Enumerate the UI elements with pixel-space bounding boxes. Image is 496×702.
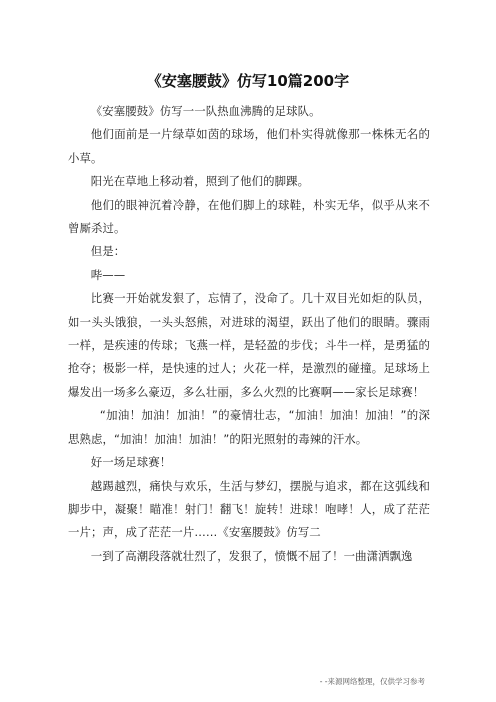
paragraph: 哔—— [90, 267, 126, 282]
paragraph: 但是： [90, 244, 126, 259]
document-title: 《安塞腰鼓》仿写10篇200字 [146, 72, 350, 90]
paragraph: 《安塞腰鼓》仿写一一队热血沸腾的足球队。 [90, 104, 321, 118]
paragraph: 他们面前是一片绿草如茵的球场，他们朴实得就像那一株株无名的小草。 [68, 127, 430, 165]
paragraph: “加油！加油！加油！”的豪情壮志，“加油！加油！加油！”的深思熟虑，“加油！加油！加油！”的阳光照射的毒辣的汗水。 [68, 408, 430, 446]
paragraph: 一到了高潮段落就壮烈了，发狠了，愤慨不屈了！一曲潇洒飘逸 [90, 548, 413, 563]
paragraph: 越踢越烈，痛快与欢乐，生活与梦幻，摆脱与追求，都在这弧线和脚步中，凝聚！瞄准！射门！翻飞！旋转！进球！咆哮！人，成了茫茫一片；声，成了茫茫一片……《安塞腰鼓》仿写二 [68, 478, 430, 540]
document-body [68, 100, 430, 568]
paragraph: 好一场足球赛！ [90, 455, 172, 470]
paragraph: 他们的眼神沉着冷静，在他们脚上的球鞋，朴实无华，似乎从来不曾厮杀过。 [68, 197, 430, 236]
paragraph: 比赛一开始就发狠了，忘情了，没命了。几十双目光如炬的队员，如一头头饿狼，一头头怒熊，对进球的渴望，跃出了他们的眼睛。骤雨一样，是疾速的传球；飞燕一样，是轻盈的步伐；斗牛一样，是勇猛的抢夺；极影一样，是快速的过人；火花一样，是激烈的碰撞。足球场上爆发出一场多么豪迈，多么壮丽，多么火烈的比赛啊——家长足球赛！ [68, 291, 430, 399]
footer-note: - -来源网络整理，仅供学习参考 [319, 677, 425, 686]
paragraph: 阳光在草地上移动着，照到了他们的脚踝。 [90, 174, 310, 189]
